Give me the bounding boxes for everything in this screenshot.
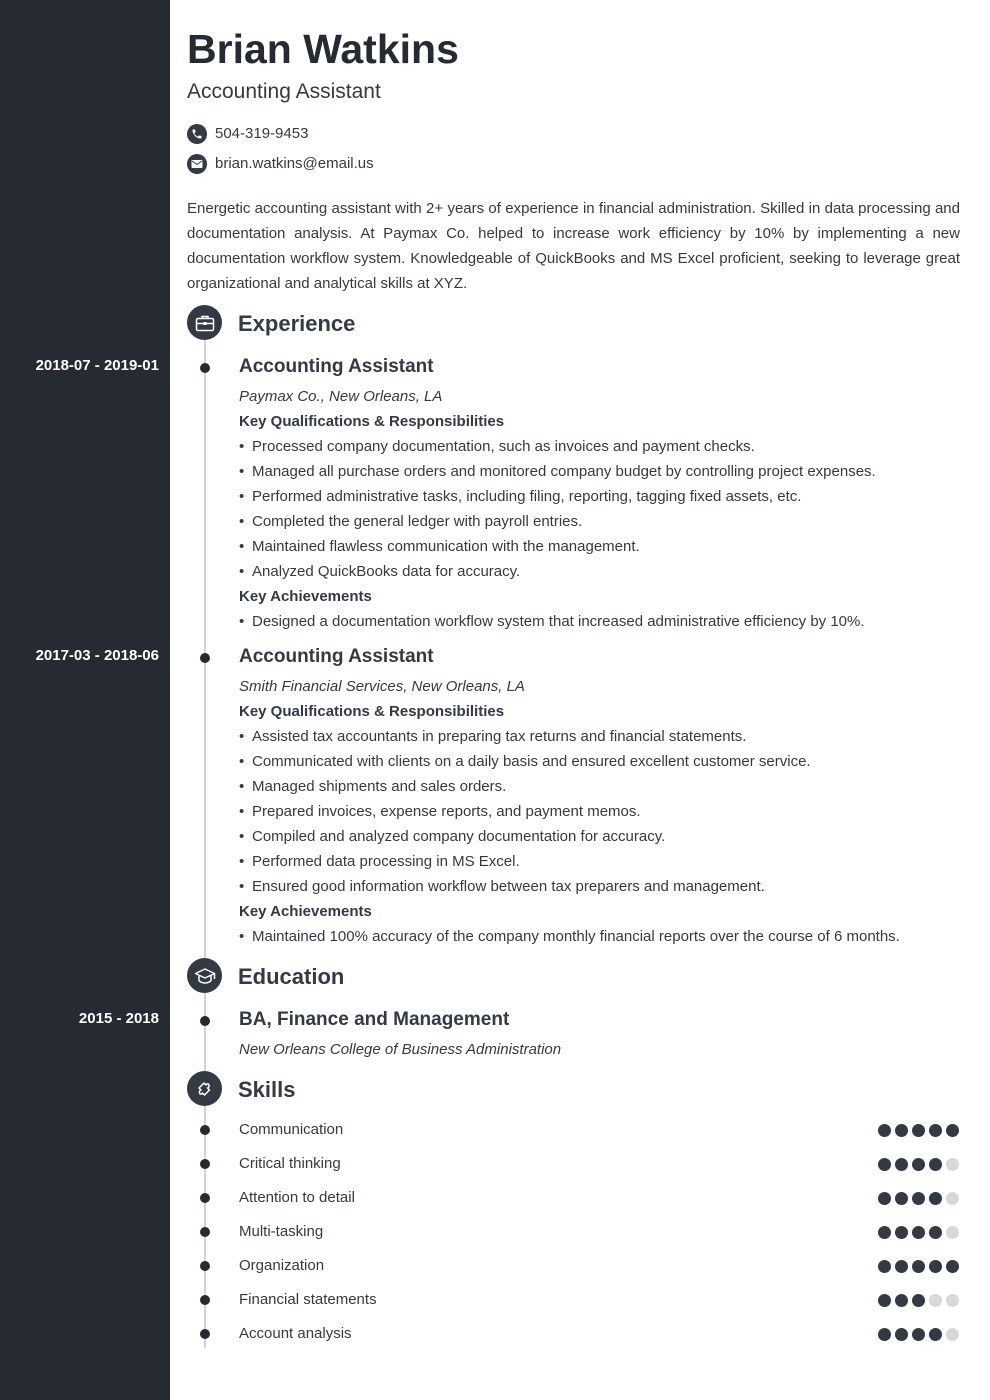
list-item: • Designed a documentation workflow system that increased administrative efficiency by 10%. <box>239 609 960 634</box>
skill-name: Organization <box>239 1257 325 1274</box>
graduation-cap-icon <box>187 958 222 993</box>
list-item: • Prepared invoices, expense reports, and payment memos. <box>239 799 960 824</box>
timeline-dot <box>200 1159 210 1169</box>
rating-dot-filled <box>929 1328 942 1341</box>
list-item: • Ensured good information workflow between tax preparers and management. <box>239 874 960 899</box>
skills-heading: Skills <box>238 1077 296 1102</box>
rating-dot-filled <box>878 1328 891 1341</box>
rating-dot-filled <box>929 1124 942 1137</box>
list-item: • Processed company documentation, such as invoices and payment checks. <box>239 434 960 459</box>
rating-dot-filled <box>929 1226 942 1239</box>
rating-dot-filled <box>895 1158 908 1171</box>
skill-name: Attention to detail <box>239 1189 355 1206</box>
list-item: • Completed the general ledger with payroll entries. <box>239 509 960 534</box>
achievements-list <box>239 924 960 949</box>
rating-dot-filled <box>895 1260 908 1273</box>
rating-dot-filled <box>878 1158 891 1171</box>
candidate-name: Brian Watkins <box>187 26 459 72</box>
skill-rating <box>878 1226 959 1239</box>
rating-dot-filled <box>895 1294 908 1307</box>
rating-dot-filled <box>878 1192 891 1205</box>
sidebar <box>0 0 170 1400</box>
responsibilities-heading: Key Qualifications & Responsibilities <box>239 413 505 430</box>
list-item: • Managed shipments and sales orders. <box>239 774 960 799</box>
rating-dot-filled <box>912 1158 925 1171</box>
skill-rating <box>878 1328 959 1341</box>
skill-rating <box>878 1260 959 1273</box>
job-company: Smith Financial Services, New Orleans, LA <box>239 678 525 695</box>
list-item: • Performed data processing in MS Excel. <box>239 849 960 874</box>
skill-name: Critical thinking <box>239 1155 341 1172</box>
achievements-heading: Key Achievements <box>239 588 372 605</box>
rating-dot-empty <box>946 1158 959 1171</box>
list-item: • Maintained 100% accuracy of the company monthly financial reports over the course of 6 months. <box>239 924 960 949</box>
list-item: • Assisted tax accountants in preparing tax returns and financial statements. <box>239 724 960 749</box>
rating-dot-filled <box>895 1124 908 1137</box>
list-item: • Compiled and analyzed company documentation for accuracy. <box>239 824 960 849</box>
achievements-heading: Key Achievements <box>239 903 372 920</box>
phone-contact <box>187 123 308 144</box>
job-company: Paymax Co., New Orleans, LA <box>239 388 443 405</box>
rating-dot-filled <box>912 1260 925 1273</box>
rating-dot-filled <box>878 1226 891 1239</box>
skill-name: Account analysis <box>239 1325 352 1342</box>
rating-dot-filled <box>895 1226 908 1239</box>
puzzle-icon <box>187 1071 222 1106</box>
rating-dot-filled <box>912 1226 925 1239</box>
responsibilities-list <box>239 724 960 899</box>
timeline-dot <box>200 1329 210 1339</box>
email-contact <box>187 153 374 174</box>
briefcase-icon <box>187 305 222 340</box>
responsibilities-heading: Key Qualifications & Responsibilities <box>239 703 505 720</box>
list-item: • Analyzed QuickBooks data for accuracy. <box>239 559 960 584</box>
job-title: Accounting Assistant <box>239 646 434 667</box>
rating-dot-empty <box>946 1192 959 1205</box>
rating-dot-filled <box>946 1124 959 1137</box>
rating-dot-filled <box>912 1192 925 1205</box>
rating-dot-filled <box>895 1328 908 1341</box>
timeline-dot <box>200 1295 210 1305</box>
job-dates: 2018-07 - 2019-01 <box>35 357 159 374</box>
rating-dot-filled <box>912 1328 925 1341</box>
education-heading: Education <box>238 964 345 989</box>
skill-rating <box>878 1294 959 1307</box>
phone-number[interactable]: 504-319-9453 <box>215 125 309 142</box>
school-name: New Orleans College of Business Administration <box>239 1041 562 1058</box>
list-item: • Communicated with clients on a daily basis and ensured excellent customer service. <box>239 749 960 774</box>
rating-dot-empty <box>946 1226 959 1239</box>
email-address[interactable]: brian.watkins@email.us <box>215 155 374 172</box>
timeline-dot <box>200 1227 210 1237</box>
list-item: • Performed administrative tasks, including filing, reporting, tagging fixed assets, etc. <box>239 484 960 509</box>
achievements-list <box>239 609 960 634</box>
skill-name: Multi-tasking <box>239 1223 324 1240</box>
list-item: • Managed all purchase orders and monitored company budget by controlling project expenses. <box>239 459 960 484</box>
skill-rating <box>878 1158 959 1171</box>
rating-dot-filled <box>929 1260 942 1273</box>
rating-dot-empty <box>946 1294 959 1307</box>
rating-dot-filled <box>912 1294 925 1307</box>
experience-heading: Experience <box>238 311 356 336</box>
rating-dot-filled <box>946 1260 959 1273</box>
timeline-dot <box>200 1261 210 1271</box>
profile-summary: Energetic accounting assistant with 2+ years of experience in financial administration. Skilled in data processing and documentation analysis. At Paymax Co. helped to increase work efficiency by 10% by implementing a new documentation workflow system. Knowledgeable of QuickBooks and MS Excel proficient, seeking to leverage great organizational and analytical skills at XYZ. <box>187 200 960 292</box>
timeline-dot <box>200 1193 210 1203</box>
rating-dot-filled <box>929 1158 942 1171</box>
timeline-dot <box>200 1016 210 1026</box>
rating-dot-filled <box>895 1192 908 1205</box>
job-dates: 2017-03 - 2018-06 <box>35 647 159 664</box>
degree-title: BA, Finance and Management <box>239 1009 510 1030</box>
timeline-dot <box>200 653 210 663</box>
timeline-dot <box>200 1125 210 1135</box>
phone-icon <box>187 124 207 144</box>
candidate-title: Accounting Assistant <box>187 80 381 103</box>
job-title: Accounting Assistant <box>239 356 434 377</box>
rating-dot-filled <box>878 1294 891 1307</box>
rating-dot-empty <box>946 1328 959 1341</box>
responsibilities-list <box>239 434 960 584</box>
list-item: • Maintained flawless communication with the management. <box>239 534 960 559</box>
education-dates: 2015 - 2018 <box>78 1010 159 1027</box>
rating-dot-filled <box>878 1124 891 1137</box>
rating-dot-filled <box>878 1260 891 1273</box>
skill-name: Financial statements <box>239 1291 377 1308</box>
skill-rating <box>878 1192 959 1205</box>
timeline-dot <box>200 363 210 373</box>
rating-dot-filled <box>929 1192 942 1205</box>
skill-rating <box>878 1124 959 1137</box>
rating-dot-filled <box>912 1124 925 1137</box>
mail-icon <box>187 154 207 174</box>
skill-name: Communication <box>239 1121 344 1138</box>
rating-dot-empty <box>929 1294 942 1307</box>
